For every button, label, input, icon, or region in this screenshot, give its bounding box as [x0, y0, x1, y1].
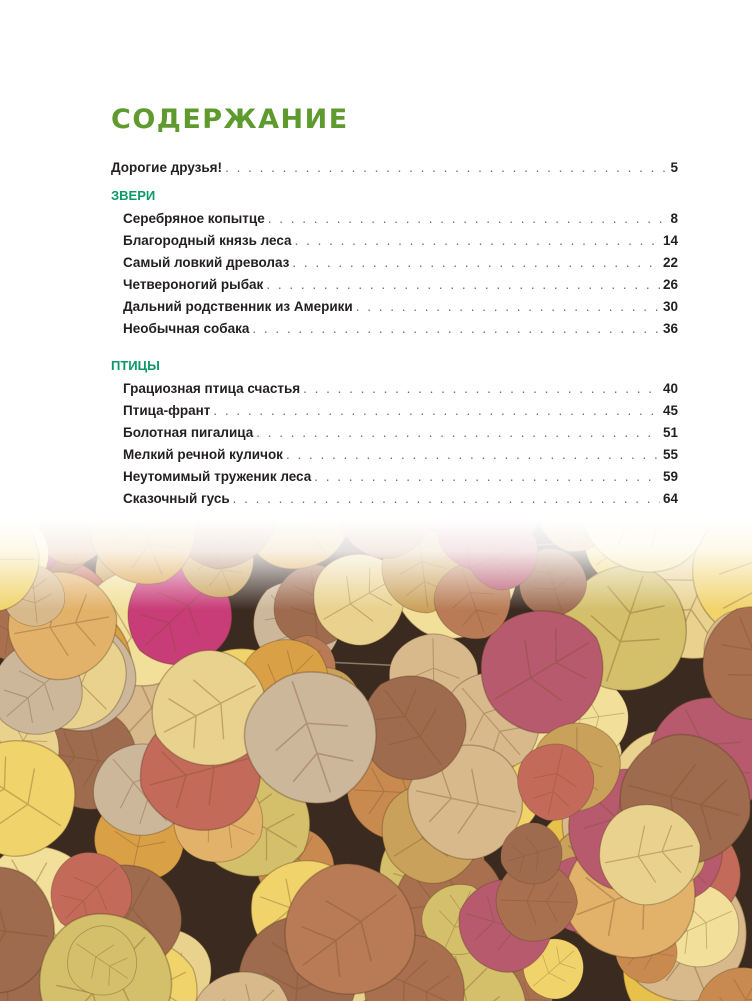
toc-page-number: 55	[662, 447, 678, 462]
toc-entry[interactable]	[111, 378, 678, 400]
dot-leader	[292, 252, 660, 274]
toc-page-number: 51	[662, 425, 678, 440]
toc-entry-title: Птица-франт	[123, 403, 211, 418]
toc-page-number: 45	[662, 403, 678, 418]
dot-leader	[356, 296, 660, 318]
dot-leader	[233, 488, 660, 510]
toc-page-number: 14	[662, 233, 678, 248]
toc-entry-title: Самый ловкий древолаз	[123, 255, 290, 270]
toc-entry-title: Четвероногий рыбак	[123, 277, 264, 292]
table-of-contents	[111, 157, 678, 510]
dot-leader	[256, 422, 660, 444]
toc-entry[interactable]	[111, 274, 678, 296]
autumn-leaves-photo	[0, 520, 752, 1001]
dot-leader	[295, 230, 660, 252]
toc-entry-title: Болотная пигалица	[123, 425, 254, 440]
toc-entry-title: Грациозная птица счастья	[123, 381, 301, 396]
toc-entry[interactable]	[111, 466, 678, 488]
toc-page-number: 59	[662, 469, 678, 484]
toc-page-number: 30	[662, 299, 678, 314]
dot-leader	[213, 400, 660, 422]
toc-entry-title: Необычная собака	[123, 321, 250, 336]
toc-entry-intro[interactable]	[111, 157, 678, 179]
toc-entry-title: Дорогие друзья!	[111, 160, 223, 175]
toc-entry[interactable]	[111, 252, 678, 274]
toc-page-number: 64	[662, 491, 678, 506]
page-title: СОДЕРЖАНИЕ	[111, 104, 349, 135]
toc-entry[interactable]	[111, 400, 678, 422]
dot-leader	[286, 444, 660, 466]
toc-page-number: 36	[662, 321, 678, 336]
top-fade	[0, 520, 752, 610]
section-heading-animals: ЗВЕРИ	[111, 188, 156, 203]
dot-leader	[314, 466, 660, 488]
toc-page-number: 26	[662, 277, 678, 292]
dot-leader	[266, 274, 660, 296]
toc-page-number: 40	[662, 381, 678, 396]
toc-entry[interactable]	[111, 318, 678, 340]
dot-leader	[268, 208, 668, 230]
toc-page-number: 5	[670, 160, 678, 175]
toc-entry[interactable]	[111, 444, 678, 466]
dot-leader	[225, 157, 667, 179]
toc-entry[interactable]	[111, 488, 678, 510]
dot-leader	[303, 378, 660, 400]
toc-entry[interactable]	[111, 230, 678, 252]
toc-entry-title: Сказочный гусь	[123, 491, 230, 506]
section-heading-birds: ПТИЦЫ	[111, 358, 160, 373]
dot-leader	[252, 318, 660, 340]
toc-page-number: 22	[662, 255, 678, 270]
toc-entry-title: Дальний родственник из Америки	[123, 299, 353, 314]
toc-page-number: 8	[670, 211, 678, 226]
toc-entry[interactable]	[111, 422, 678, 444]
toc-entry-title: Серебряное копытце	[123, 211, 265, 226]
toc-entry-title: Благородный князь леса	[123, 233, 292, 248]
toc-entry[interactable]	[111, 296, 678, 318]
toc-entry[interactable]	[111, 208, 678, 230]
toc-entry-title: Неутомимый труженик леса	[123, 469, 312, 484]
toc-entry-title: Мелкий речной куличок	[123, 447, 283, 462]
